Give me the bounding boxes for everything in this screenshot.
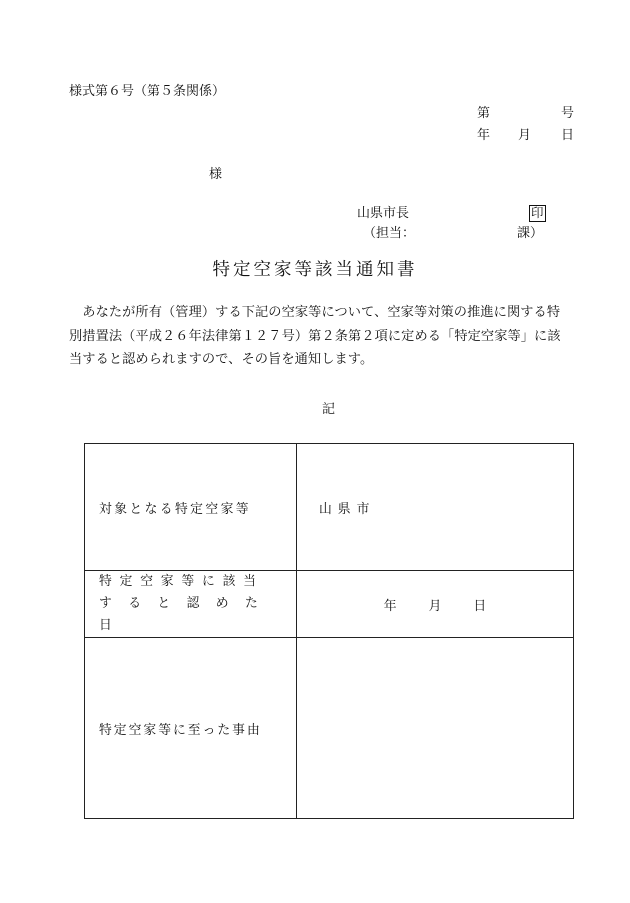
table-row xyxy=(85,571,574,638)
recognition-date-label-line2: すると認めた日 xyxy=(99,596,275,633)
addressee-honorific: 様 xyxy=(209,167,223,182)
date-year-label: 年 xyxy=(477,128,491,143)
recognition-date-month: 月 xyxy=(428,598,442,614)
document-number-suffix: 号 xyxy=(561,106,575,121)
reason-value xyxy=(297,638,574,819)
document-title: 特定空家等該当通知書 xyxy=(212,260,418,280)
table-row xyxy=(85,444,574,571)
target-property-label: 対象となる特定空家等 xyxy=(85,444,297,571)
recognition-date-label xyxy=(85,571,297,638)
recognition-date-label-line1: 特定空家等に該当 xyxy=(99,574,264,589)
date-day-label: 日 xyxy=(561,128,575,143)
contact-department-prefix: （担当： xyxy=(363,226,416,241)
notice-body: あなたが所有（管理）する下記の空家等について、空家等対策の推進に関する特 別措置法（平成２６年法律第１２７号）第２条第２項に定める「特定空家等」に該 当すると認められますので、その旨を通知します。 xyxy=(69,305,561,367)
reason-label: 特定空家等に至った事由 xyxy=(85,638,297,819)
ki-heading: 記 xyxy=(322,402,336,417)
document-number-prefix: 第 xyxy=(477,106,491,121)
recognition-date-day: 日 xyxy=(473,598,487,614)
target-property-value: 山県市 xyxy=(297,444,574,571)
recognition-date-year: 年 xyxy=(383,598,397,614)
date-month-label: 月 xyxy=(518,128,532,143)
form-number: 様式第６号（第５条関係） xyxy=(69,84,226,99)
seal-mark: 印 xyxy=(531,205,544,220)
record-table xyxy=(84,443,574,819)
table-row xyxy=(85,638,574,819)
issuer-mayor: 山県市長 xyxy=(357,206,410,221)
contact-department-suffix: 課） xyxy=(517,226,544,241)
recognition-date-value xyxy=(297,571,574,638)
